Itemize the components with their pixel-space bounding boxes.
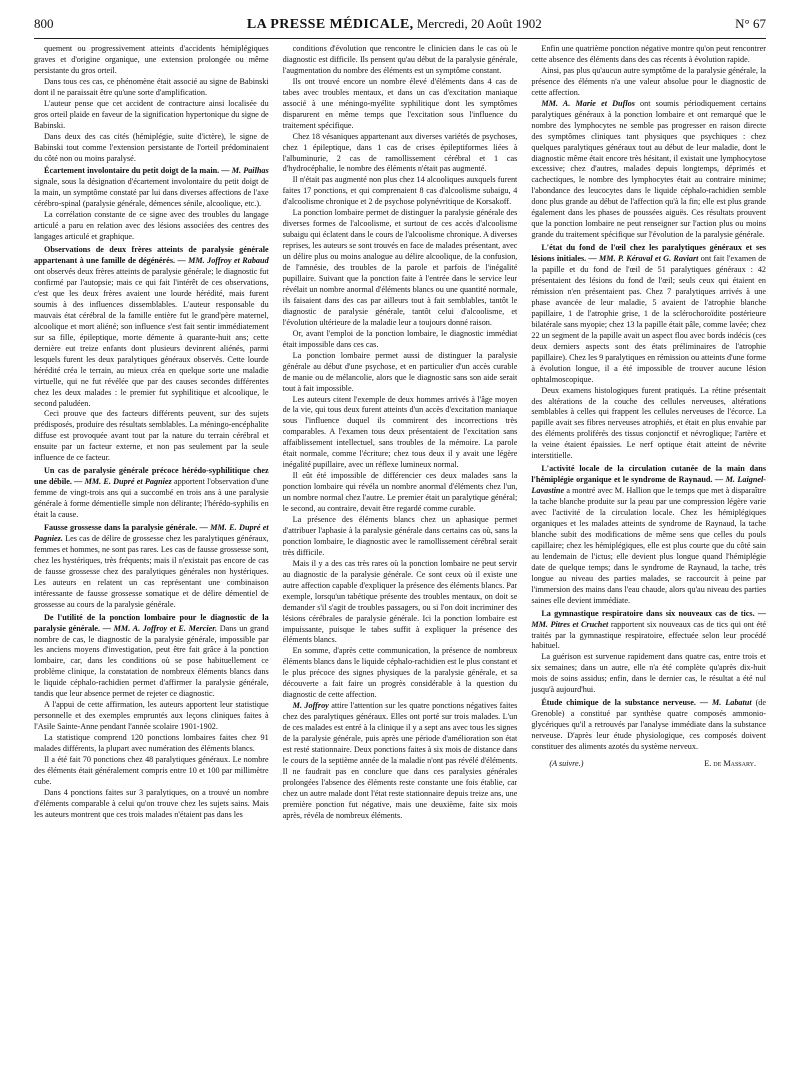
paragraph-text: Il n'était pas augmenté non plus chez 14 alcooliques auxquels furent faites 17 ponctions, et qui comprenaient 8 cas d'alcoolisme subaigu, 4 d'alcoolisme chronique et 2 de psychose polynévritique de Korsakoff. — [282, 175, 518, 207]
issue-date: Mercredi, 20 Août 1902 — [416, 16, 542, 31]
paragraph-text: apportent l'observation d'une femme de vingt-trois ans qui a succombé en trois ans à une paralysie générale à forme démentielle simple non délirante; l'hérédo-syphilis en était la cause. — [34, 477, 269, 520]
paragraph — [34, 409, 269, 464]
paragraph — [283, 351, 518, 395]
column-3 — [531, 44, 766, 1072]
paragraph-text: Ils ont trouvé encore un nombre élevé d'éléments dans 4 cas de tabes avec troubles mentaux, et dans un cas d'excitation maniaque associé à une méningo-myélite syphilitique dont les symptômes disparurent en même temps que l'excitation sous l'influence du traitement spécifique. — [282, 76, 518, 130]
paragraph — [283, 175, 518, 208]
paragraph — [531, 652, 766, 696]
page-header — [34, 16, 766, 36]
paragraph — [283, 44, 518, 77]
column-1 — [34, 44, 269, 1072]
paragraph-text: Ainsi, pas plus qu'aucun autre symptôme de la paralysie générale, la présence des éléments n'a une valeur absolue pour le diagnostic de cette affection. — [531, 65, 767, 97]
paragraph-text: ont fait l'examen de la papille et du fond de l'œil de 51 paralytiques généraux : 42 présentaient des lésions du fond de l'œil; seuls ceux qui étaient en rémission n'en présentaient pas. Chez 7 paralytiques arrivés à une phase avancée de leur maladie, 5 avaient de l'atrophie blanche papillaire, 1 de l'atrophie grise, 1 de la sclérochoroïdite postérieure bilatérale sans myopie; chez 13 la papille était pâle, comme lavée; chez 22 un segment de la papille avait un aspect flou avec bords indécis (ces deux derniers aspects sont des états préliminaires de l'atrophie papillaire). Chez les 9 paralytiques en rémission ou atteints d'une forme à évolution longue, il a été impossible de trouver aucune lésion ophtalmoscopique. — [531, 254, 767, 384]
section-heading: L'état du fond de l'œil chez les paralytiques généraux et ses lésions initiales. — [531, 243, 767, 264]
column-3-body — [531, 44, 766, 753]
author-names: MM. A. Marie et Duflos — [541, 98, 635, 108]
paragraph-text: attire l'attention sur les quatre ponctions négatives faites chez des paralytiques généraux. Elles ont porté sur trois malades. L'un de ces malades est entré à la clinique il y a sept ans avec tous les signes de la paralysie générale, puis après une période d'amélioration son état est resté stationnaire. Deux ponctions faites à six mois de distance dans le cours de la septième année de la maladie n'ont pas révélé d'éléments. Il ne faudrait pas en conclure que dans ces paralysies générales prolongées l'absence des éléments reste constante une fois établie, car chez un autre malade dont l'état reste stationnaire depuis treize ans, une première ponction fut négative, mais une deuxième, faite six mois après, révéla de nombreux éléments. — [282, 701, 518, 820]
paragraph-text: Or, avant l'emploi de la ponction lombaire, le diagnostic immédiat était impossible dans ces cas. — [282, 328, 518, 349]
author-names: — MM. E. Dupré et Pagniez — [74, 477, 172, 487]
paragraph-text: La statistique comprend 120 ponctions lombaires faites chez 91 malades différents, la plupart avec numération des éléments blancs. — [34, 733, 269, 754]
paragraph-text: Dans 4 ponctions faites sur 3 paralytiques, on a trouvé un nombre d'éléments comparable à celui qu'on trouve chez les sujets sains. Mais les auteurs montrent que ces trois malades n'étaient pas dans les — [34, 787, 269, 819]
paragraph — [531, 243, 766, 385]
section-heading: Écartement involontaire du petit doigt de la main. — [44, 166, 220, 176]
author-names: — MM. Pitres et Cruchet — [531, 608, 767, 629]
paragraph-text: conditions d'évolution que rencontre le clinicien dans le cas où le diagnostic est difficile. Ils pensent qu'au début de la paralysie générale, l'augmentation du nombre des éléments est un symptôme constant. — [282, 44, 518, 75]
paragraph-text: La ponction lombaire permet aussi de distinguer la paralysie générale au début d'une psychose, et en particulier d'un accès curable de manie ou de mélancolie, alors que le diagnostic sans son aide serait tout à fait impossible. — [282, 350, 518, 393]
paragraph-text: En somme, d'après cette communication, la présence de nombreux éléments blancs dans le liquide céphalo-rachidien est le plus constant et le plus précoce des signes physiques de la paralysie générale, et sa découverte a fait faire un progrès considérable à la question du diagnostic de cette affection. — [282, 646, 518, 700]
section-heading: La gymnastique respiratoire dans six nouveaux cas de tics. — [541, 608, 755, 618]
paragraph — [34, 613, 269, 701]
paragraph-text: Les cas de délire de grossesse chez les paralytiques généraux, femmes et hommes, ne sont pas rares. Les cas de fausse grossesse sont, chez les hystériques, très fréquents; mais il n'existait pas encore de cas de fausse grossesse chez des paralytiques générales non hystériques. Les auteurs en relatent un cas représentant une combinaison intéressante de fausse grossesse somatique et de délire démentiel de grossesse au cours de la paralysie générale. — [34, 533, 269, 609]
paragraph-text: signale, sous la désignation d'écartement involontaire du petit doigt de la main, un symptôme constaté par lui dans diverses affections de l'axe cérébro-spinal (paralysie générale, démences sénile, alcoolique, etc.). — [34, 177, 269, 209]
paragraph-text: quement ou progressivement atteints d'accidents hémiplégiques graves et d'origine organique, une extension prolongée ou même persistante du gros orteil. — [34, 44, 269, 75]
paragraph-text: La corrélation constante de ce signe avec des troubles du langage articulé a paru en relation avec des lésions associées des centres des langages articulé et graphique. — [34, 210, 269, 242]
paragraph — [283, 329, 518, 351]
paragraph — [34, 788, 269, 821]
author-names: — MM. Joffroy et Rabaud — [177, 256, 269, 266]
paragraph-text: Mais il y a des cas très rares où la ponction lombaire ne peut servir au diagnostic de la paralysie générale. Ce sont ceux où il existe une autre affection capable d'expliquer la présence des éléments blancs. Par exemple, lorsqu'un tabétique présente des troubles mentaux, on doit se demander s'il s'agit de troubles passagers, ou si l'on doit incriminer des lésions cérébrales de paralysie générale. Ici la ponction lombaire est impuissante, puisque le tabes suffit à expliquer la présence des éléments blancs. — [282, 558, 518, 645]
paragraph — [283, 395, 518, 472]
issue-number: N° 67 — [735, 16, 766, 31]
paragraph — [531, 44, 766, 66]
page-number: 800 — [34, 16, 54, 31]
paragraph — [34, 466, 269, 521]
paragraph — [283, 471, 518, 515]
paragraph — [531, 386, 766, 463]
paragraph-text: Les auteurs citent l'exemple de deux hommes arrivés à l'âge moyen de la vie, qui tous deux furent atteints d'un accès d'excitation maniaque sous l'influence duquel ils commirent des incorrections très comparables. A l'examen tous deux présentaient de l'excitation sans affaiblissement intellectuel, sans troubles de la mémoire. La parole était normale, comme l'écriture; chez tous deux il y avait une légère inégalité pupillaire, avec un réflexe lumineux normal. — [282, 394, 518, 470]
author-names: — MM. A. Joffroy et E. Mercier. — [102, 623, 218, 633]
paragraph — [34, 523, 269, 611]
paragraph-text: Dans un grand nombre de cas, le diagnostic de la paralysie générale, impossible par les anciens moyens d'investigation, peut être fait grâce à la ponction lombaire, car, dans les conditions où se pose habituellement ce problème clinique, la constatation de nombreux éléments blancs dans le liquide céphalo-rachidien permet d'affirmer la paralysie générale, tandis que leur absence permet de rejeter ce diagnostic. — [34, 623, 269, 699]
paragraph — [283, 77, 518, 132]
paragraph-text: rapportent six nouveaux cas de tics qui ont été traités par la gymnastique respiratoire, effectuée selon leur procédé habituel. — [531, 619, 767, 651]
author-names: M. Joffroy — [292, 701, 329, 711]
journal-title — [247, 16, 542, 33]
paragraph — [34, 77, 269, 99]
paragraph — [283, 646, 518, 701]
signature-line — [531, 759, 766, 770]
author-names: — MM. E. Dupré et Pagniez. — [34, 522, 269, 543]
paragraph — [283, 515, 518, 559]
section-heading: L'activité locale de la circulation cutanée de la main dans l'hémiplégie organique et le syndrome de Raynaud. — [531, 464, 767, 485]
paragraph — [34, 755, 269, 788]
paragraph — [283, 701, 518, 821]
section-heading: De l'utilité de la ponction lombaire pour le diagnostic de la paralysie générale. — [34, 612, 269, 633]
column-2 — [283, 44, 518, 1072]
author-names: — M. Labatut — [699, 698, 752, 708]
continuation-note: (A suivre.) — [549, 759, 584, 768]
paragraph — [34, 44, 269, 77]
author-names: — M. Pailhas — [221, 166, 269, 176]
paragraph — [531, 464, 766, 606]
paragraph-text: A l'appui de cette affirmation, les auteurs apportent leur statistique personnelle et des exemples empruntés aux leçons cliniques faites à l'Asile Sainte-Anne pendant l'année scolaire 1901-1902. — [34, 700, 269, 732]
paragraph — [34, 166, 269, 210]
paragraph-text: ont soumis périodiquement certains paralytiques généraux à la ponction lombaire et ont remarqué que le nombre des lymphocytes ne semble pas progresser en raison directe des symptômes cliniques tant physiques que psychiques : chez quelques paralytiques généraux tout au début de leur maladie, dont le diagnostic même était encore très hésitant, il existait une lymphocytose excessive; chez d'autres, malades depuis longtemps, déprimés et cachectiques, le nombre des lymphocytes était au contraire minime; l'abondance des leucocytes dans le liquide céphalo-rachidien semble donc plus grande au début de l'affection qu'à la fin; elle est plus grande également dans les phases de poussées aiguës. Ces résultats prouvent que la ponction lombaire ne peut renseigner sur l'action plus ou moins grande du traitement spécifique sur l'évolution de la paralysie générale. — [531, 98, 767, 240]
paragraph — [531, 609, 766, 653]
paragraph-text: Dans deux des cas cités (hémiplégie, suite d'ictère), le signe de Babinski tout comme l'extension persistante de l'orteil prédominaient du côté non ou moins paralysé. — [34, 131, 269, 163]
header-rule — [34, 38, 766, 39]
paragraph-text: La guérison est survenue rapidement dans quatre cas, entre trois et six semaines; dans un autre, elle n'a été complète qu'après dix-huit mois de soins assidus; enfin, dans le dernier cas, le résultat a été nul jusqu'à aujourd'hui. — [531, 652, 767, 695]
journal-name: LA PRESSE MÉDICALE, — [246, 17, 414, 32]
paragraph — [34, 733, 269, 755]
paragraph-text: La ponction lombaire permet de distinguer la paralysie générale des diverses formes de l'alcoolisme, et surtout de ces accès d'alcoolisme subaigu qui éclatent dans le cours de l'alcoolisme chronique. A diverses reprises, les auteurs se sont trouvés en face de malades présentant, avec un délire plus ou moins analogue au délire alcoolique, de la confusion, de l'amnésie, des troubles de la parole et parfois de l'inégalité pupillaire. Suivant que la ponction faite à l'entrée dans le service leur révélait un nombre anormal d'éléments blancs ou une quantité normale, ils faisaient dans des cas par ailleurs tout à fait semblables, tantôt le diagnostic de paralysie générale, tantôt celui d'alcoolisme, et l'évolution ultérieure de la maladie leur a toujours donné raison. — [282, 208, 518, 327]
paragraph-text: Il eût été impossible de différencier ces deux malades sans la ponction lombaire qui révéla un nombre anormal d'éléments chez l'un, un nombre normal chez l'autre. Le premier était un paralytique général; le second, au contraire, devait être regardé comme curable. — [282, 471, 518, 514]
paragraph — [283, 132, 518, 176]
paragraph-text: Il a été fait 70 ponctions chez 48 paralytiques généraux. Le nombre des éléments était généralement compris entre 10 et 100 par millimètre cube. — [34, 755, 269, 786]
paragraph-text: (de Grenoble) a constitué par synthèse quatre composés ammonio-glycériques qu'il a retrouvés par l'analyse immédiate dans la substance nerveuse. D'après leur étude physiologique, ces composés doivent constituer des aliments azotés du système nerveux. — [531, 698, 767, 752]
paragraph — [531, 99, 766, 241]
article-columns — [34, 44, 766, 1072]
paragraph-text: L'auteur pense que cet accident de contracture ainsi localisée du gros orteil plaide en faveur de la signification hypertonique du signe de Babinski. — [34, 98, 269, 130]
author-signature: E. de Massary. — [704, 759, 757, 768]
paragraph — [531, 698, 766, 753]
paragraph-text: La présence des éléments blancs chez un aphasique permet d'attribuer l'aphasie à la paralysie générale dans certains cas où, sans la ponction lombaire, le diagnostic avec le ramollissement cérébral serait très difficile. — [282, 514, 518, 557]
paragraph — [34, 210, 269, 243]
section-heading: Fausse grossesse dans la paralysie générale. — [44, 522, 198, 532]
paragraph — [283, 208, 518, 328]
paragraph-text: Chez 18 vésaniques appartenant aux diverses variétés de psychoses, chez 1 épileptique, dans 1 cas de crises épileptiformes liées à l'albuminurie, 2 cas de ramollissement cérébral et 1 cas d'hydrocéphalie, le nombre des éléments n'était pas augmenté. — [282, 131, 518, 174]
author-names: — M. Laignel-Lavastine — [531, 475, 767, 496]
paragraph-text: Dans tous ces cas, ce phénomène était associé au signe de Babinski dont il ne paraissait être qu'une sorte d'amplification. — [34, 76, 269, 97]
section-heading: Étude chimique de la substance nerveuse. — [541, 698, 696, 708]
paragraph — [34, 245, 269, 409]
paragraph-text: ont observés deux frères atteints de paralysie générale; le diagnostic fut confirmé par l'autopsie; mais ce qui fait l'intérêt de ces observations, c'est que les deux frères avaient une lourde hérédité, mais furent soumis à des influences dissemblables. L'auteur responsable du mauvais état cérébral de la famille entière fut le grand'père maternel, alcoolique et mort aliéné; son influence s'est fait sentir immédiatement sur sa fille, épileptique, morte démente à quarante-huit ans; cette dernière eut treize enfants dont plusieurs devinrent aliénés, parmi lesquels furent les deux paralytiques généraux observés. Cette lourde hérédité créa le terrain, au mieux créa en quelque sorte une maladie virtuelle, qui ne fut révélée que par des causes secondes différentes chez les deux malades : le premier fut syphilitique et alcoolique, le second paludéen. — [34, 267, 269, 408]
paragraph — [531, 66, 766, 99]
author-names: — MM. P. Kéraval et G. Raviart — [588, 254, 699, 264]
paragraph-text: Deux examens histologiques furent pratiqués. La rétine présentait des altérations de la couche des cellules nerveuses, altérations semblables à celles qui frappent les cellules nerveuses de l'écorce. La papille avait ses fibres nerveuses atrophiés, et était en plus envahie par des éléments proliférés des tissus conjonctif et névroglique; l'artère et la veine étaient épaissies. Le nerf optique était atteint de névrite interstitielle. — [531, 385, 767, 461]
paragraph-text: a montré avec M. Hallion que le temps que met à disparaître la tache blanche produite sur la peau par une compression légère varie avec l'activité de la circulation locale. Chez les hémiplégiques organiques et les malades atteints de syndrome de Raynaud, la tache blanche subit des modifications de même sens que celles du pouls capillaire; chez les hémiplégiques, elle est plus courte que du côté sain au lendemain de l'ictus; elle devient plus longue quand l'hémiplégie date de quelque temps; dans le syndrome de Raynaud, la tache, très longue au niveau des parties malades, se raccourcit à peine par l'immersion des mains dans l'eau chaude, alors qu'au niveau des parties saines elle devient immédiate. — [531, 486, 767, 605]
paragraph — [34, 132, 269, 165]
paragraph-text: Ceci prouve que des facteurs différents peuvent, sur des sujets prédisposés, produire des résultats semblables. La méningo-encéphalite diffuse est provoquée avant tout par la nature du terrain cérébral et ensuite par un facteur externe, et non pas seulement par la seule influence de ce facteur. — [34, 409, 269, 463]
paragraph — [283, 559, 518, 647]
paragraph — [34, 700, 269, 733]
section-heading: Observations de deux frères atteints de paralysie générale appartenant à une famille de dégénérés. — [34, 245, 269, 266]
paragraph — [34, 99, 269, 132]
section-heading: Un cas de paralysie générale précoce hérédo-syphilitique chez une débile. — [34, 466, 269, 487]
paragraph-text: Enfin une quatrième ponction négative montre qu'on peut rencontrer cette absence des éléments dans des cas récents à évolution rapide. — [531, 44, 767, 64]
